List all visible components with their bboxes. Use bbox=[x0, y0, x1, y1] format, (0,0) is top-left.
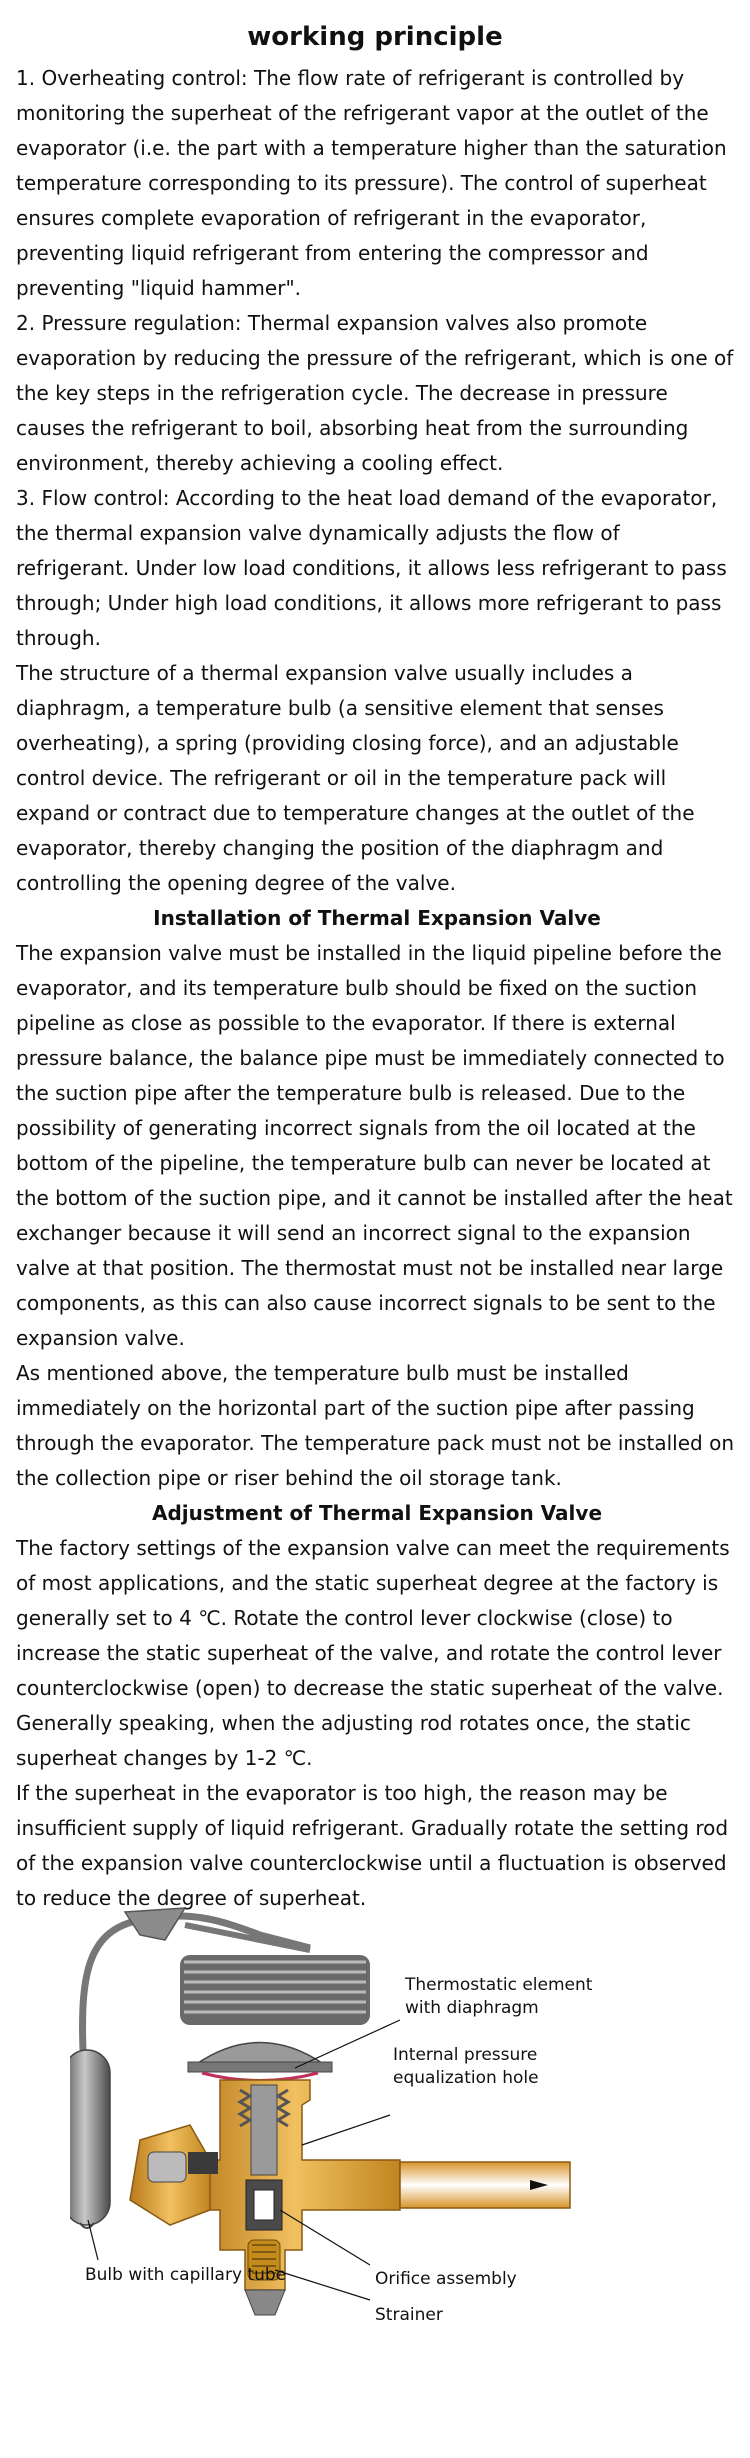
bottom-fitting bbox=[245, 2290, 285, 2315]
paragraph-overheating-control: 1. Overheating control: The flow rate of refrigerant is controlled by monitoring the superheat of the refrigerant vapor at the outlet of the evaporator (i.e. the part with a temperature higher than the saturation temperature corresponding to its pressure). The control of superheat ensures complete evaporation of refrigerant in the evaporator, preventing liquid refrigerant from entering the compressor and preventing "liquid hammer". bbox=[16, 66, 727, 300]
orifice-opening bbox=[254, 2190, 274, 2220]
valve-stem bbox=[251, 2085, 277, 2175]
heading-adjustment: Adjustment of Thermal Expansion Valve bbox=[151, 1501, 603, 1525]
paragraph-structure: The structure of a thermal expansion valve usually includes a diaphragm, a temperature bulb (a sensitive element that senses overheating), a spring (providing closing force), and an adjustable control device. The refrigerant or oil in the temperature pack will expand or contract due to temperature changes at the outlet of the evaporator, thereby changing the position of the diaphragm and controlling the opening degree of the valve. bbox=[16, 661, 695, 895]
temperature-bulb bbox=[70, 2050, 110, 2225]
paragraph-installation-2: As mentioned above, the temperature bulb must be installed immediately on the horizontal part of the suction pipe after passing through the evaporator. The temperature pack must not be installed on the collection pipe or riser behind the oil storage tank. bbox=[16, 1361, 734, 1490]
leader-bulb bbox=[88, 2220, 98, 2260]
valve-illustration bbox=[70, 1890, 710, 2350]
label-thermostatic-line1: Thermostatic element bbox=[405, 1975, 593, 1995]
label-equalization-line2: equalization hole bbox=[393, 2068, 539, 2088]
paragraph-flow-control: 3. Flow control: According to the heat load demand of the evaporator, the thermal expansion valve dynamically adjusts the flow of refrigerant. Under low load conditions, it allows less refrigerant to pass through; Under high load conditions, it allows more refrigerant to pass through. bbox=[16, 486, 727, 650]
paragraph-adjustment-2: If the superheat in the evaporator is too high, the reason may be insufficient supply of liquid refrigerant. Gradually rotate the setting rod of the expansion valve counterclockwise until a fluctuation is observed to reduce the degree of superheat. bbox=[16, 1781, 729, 1910]
label-equalization-line1: Internal pressure bbox=[393, 2045, 538, 2065]
leader-thermostatic bbox=[295, 2020, 400, 2068]
paragraph-adjustment-1: The factory settings of the expansion valve can meet the requirements of most applications, and the static superheat degree at the factory is generally set to 4 ℃. Rotate the control lever clockwise (close) to increase the static superheat of the valve, and rotate the control lever counterclockwise (open) to decrease the static superheat of the valve. Generally speaking, when the adjusting rod rotates once, the static superheat changes by 1-2 ℃. bbox=[16, 1536, 730, 1770]
heading-installation: Installation of Thermal Expansion Valve bbox=[153, 906, 601, 930]
inlet-fitting bbox=[130, 2125, 218, 2225]
label-orifice: Orifice assembly bbox=[375, 2269, 517, 2289]
label-strainer: Strainer bbox=[375, 2305, 443, 2325]
tube-clamp bbox=[125, 1908, 185, 1940]
leader-equalization bbox=[302, 2115, 390, 2145]
document-body bbox=[16, 61, 738, 1916]
valve-body bbox=[190, 2080, 400, 2290]
diaphragm-plate bbox=[188, 2062, 332, 2072]
paragraph-pressure-regulation: 2. Pressure regulation: Thermal expansion valves also promote evaporation by reducing the pressure of the refrigerant, which is one of the key steps in the refrigeration cycle. The decrease in pressure causes the refrigerant to boil, absorbing heat from the surrounding environment, thereby achieving a cooling effect. bbox=[16, 311, 734, 475]
page-title: working principle bbox=[247, 22, 503, 52]
label-bulb: Bulb with capillary tube bbox=[85, 2265, 287, 2285]
label-thermostatic-line2: with diaphragm bbox=[405, 1998, 539, 2018]
paragraph-installation-1: The expansion valve must be installed in the liquid pipeline before the evaporator, and its temperature bulb should be fixed on the suction pipeline as close as possible to the evaporator. If there is external pressure balance, the balance pipe must be immediately connected to the suction pipe after the temperature bulb is released. Due to the possibility of generating incorrect signals from the oil located at the bottom of the pipeline, the temperature bulb can never be located at the bottom of the suction pipe, and it cannot be installed after the heat exchanger because it will send an incorrect signal to the expansion valve at that position. The thermostat must not be installed near large components, as this can also cause incorrect signals to be sent to the expansion valve. bbox=[16, 941, 733, 1350]
expansion-valve-diagram bbox=[70, 1890, 710, 2350]
thermostatic-coil bbox=[180, 1955, 370, 2025]
leader-strainer bbox=[275, 2270, 370, 2300]
